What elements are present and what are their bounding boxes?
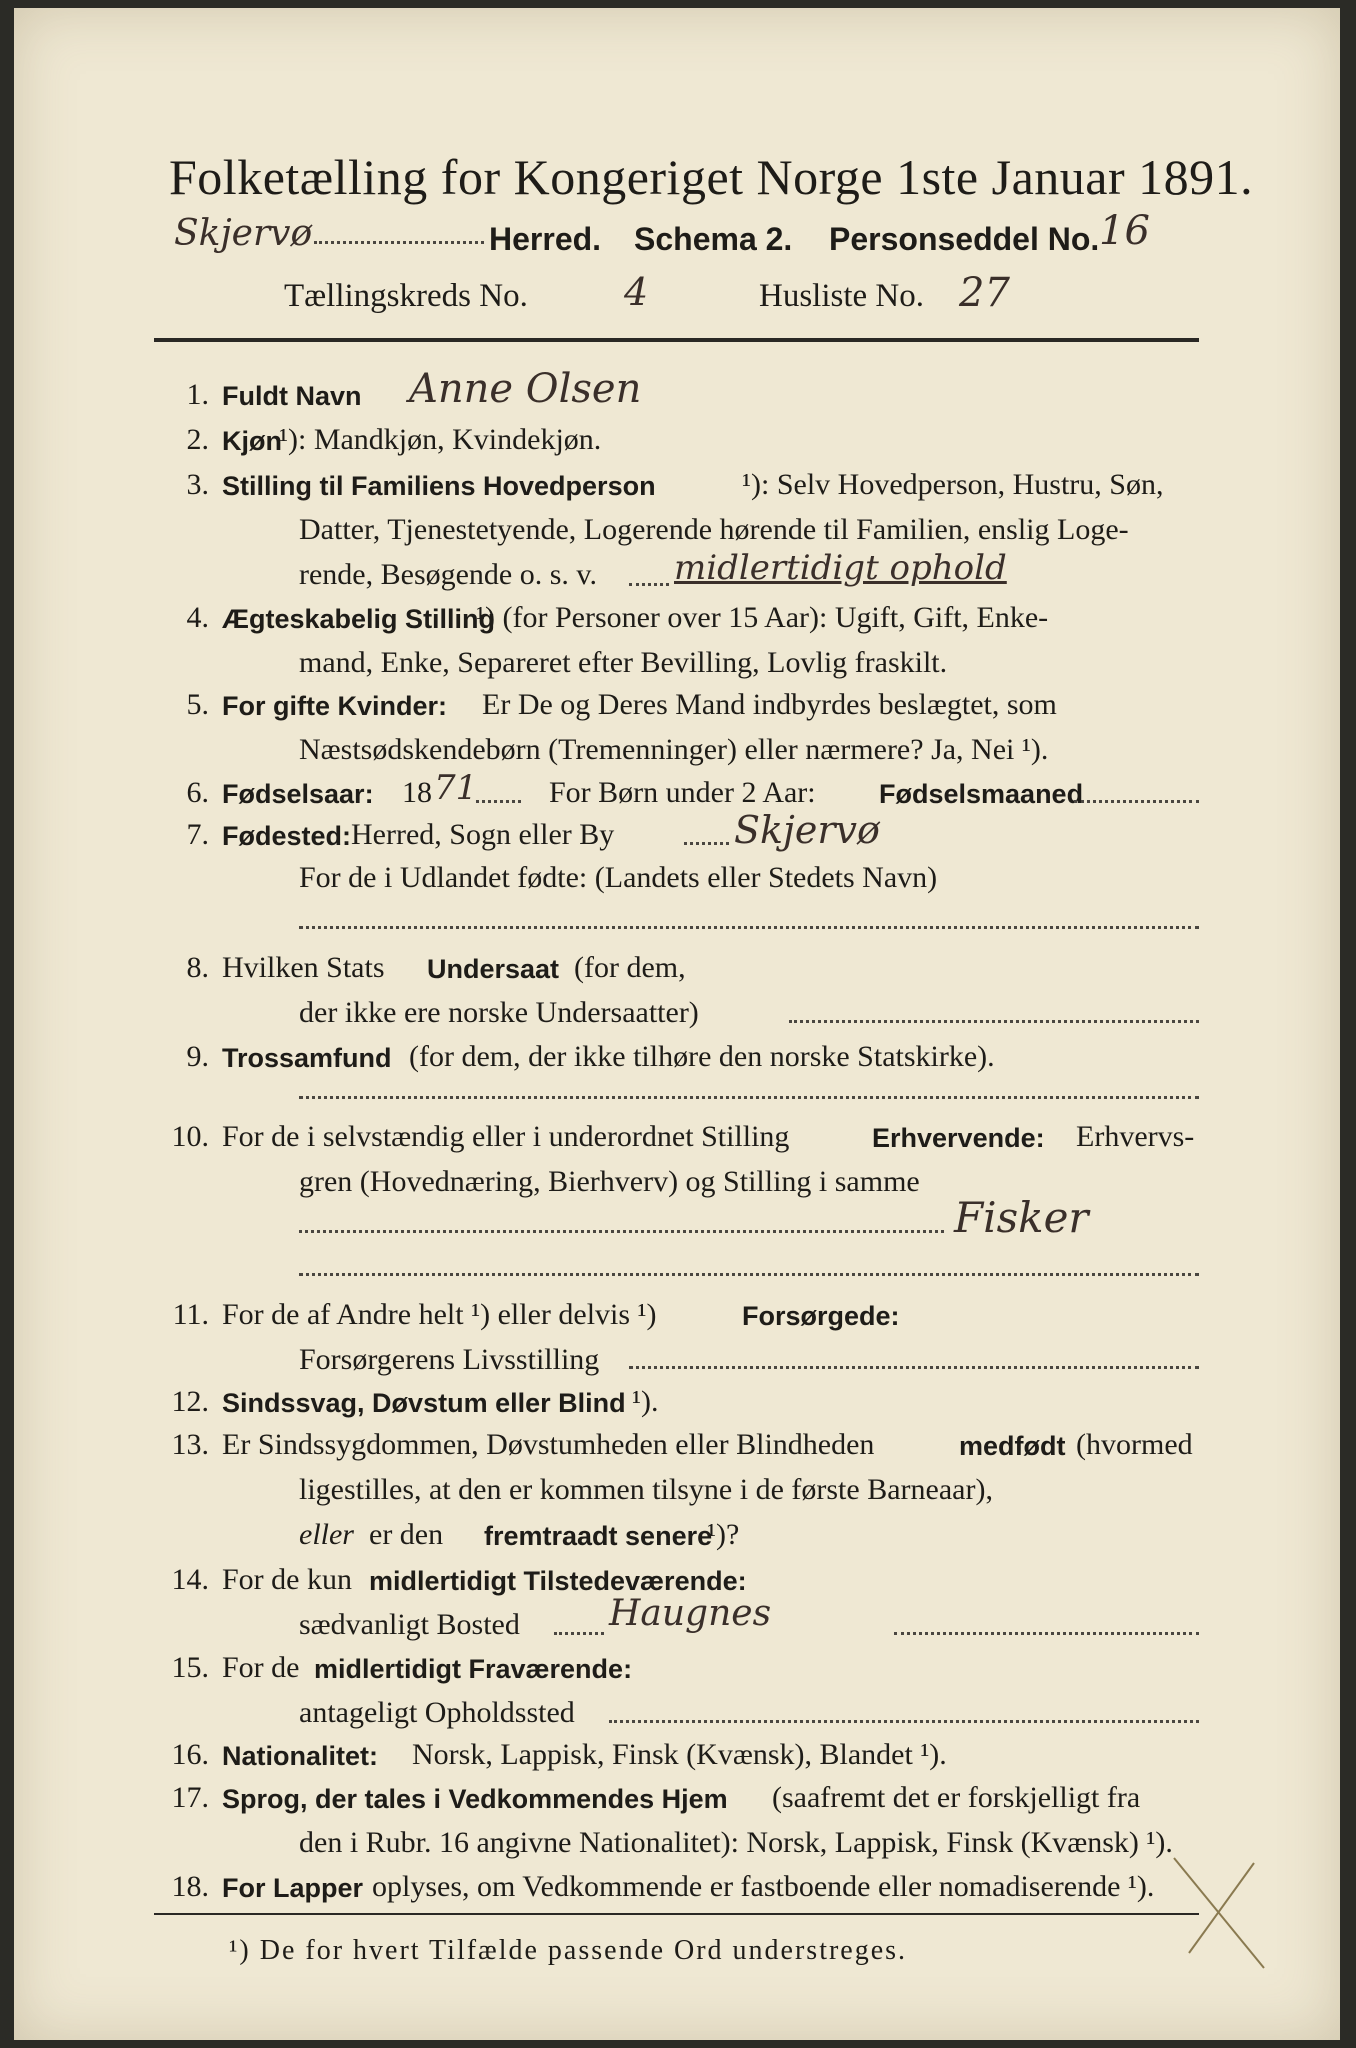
item-label: Stilling til Familiens Hovedperson bbox=[222, 471, 656, 501]
item-label: Trossamfund bbox=[222, 1043, 392, 1073]
item-label: Undersaat bbox=[427, 954, 560, 984]
item-text: ¹) (for Personer over 15 Aar): Ugift, Gift, Enke- bbox=[476, 601, 1049, 634]
item-text: eller bbox=[299, 1518, 354, 1551]
herred-value: Skjervø bbox=[174, 213, 313, 254]
item-label: Fødested: bbox=[222, 821, 352, 851]
occupation-value: Fisker bbox=[954, 1193, 1089, 1242]
footer-rule bbox=[154, 1913, 1199, 1915]
item-number: 14. bbox=[171, 1563, 209, 1596]
husliste-value: 27 bbox=[959, 270, 1010, 316]
item-text: Datter, Tjenestetyende, Logerende hørende til Familien, enslig Loge- bbox=[299, 513, 1129, 546]
item-text: ¹): Selv Hovedperson, Hustru, Søn, bbox=[742, 468, 1164, 501]
item-label: Sindssvag, Døvstum eller Blind bbox=[222, 1388, 626, 1418]
item-label: Fuldt Navn bbox=[222, 381, 362, 411]
dotted-line bbox=[629, 1366, 1199, 1369]
dotted-line bbox=[1074, 800, 1199, 803]
item-number: 16. bbox=[171, 1738, 209, 1771]
form-title: Folketælling for Kongeriget Norge 1ste Januar 1891. bbox=[169, 149, 1254, 205]
item-label: Fødselsaar: bbox=[222, 779, 374, 809]
item-number: 13. bbox=[171, 1428, 209, 1461]
item-text: mand, Enke, Separeret efter Bevilling, Lovlig fraskilt. bbox=[299, 646, 948, 679]
birthplace-value: Skjervø bbox=[734, 808, 880, 852]
item-text: gren (Hovednæring, Bierhverv) og Stilling i samme bbox=[299, 1165, 920, 1198]
birth-year-value: 71 bbox=[434, 768, 478, 808]
item-number: 7. bbox=[186, 818, 209, 851]
dotted-line bbox=[554, 1632, 604, 1635]
dotted-line bbox=[629, 583, 669, 586]
dotted-line bbox=[299, 926, 1199, 929]
personseddel-label: Personseddel No. bbox=[829, 221, 1100, 257]
husliste-label: Husliste No. bbox=[759, 278, 924, 314]
item-label: Forsørgede: bbox=[742, 1301, 900, 1331]
item-text: ¹)? bbox=[707, 1518, 740, 1551]
item-text: (for dem, bbox=[574, 951, 686, 984]
item-text: (saafremt det er forskjelligt fra bbox=[772, 1781, 1141, 1814]
dotted-line bbox=[299, 1230, 944, 1233]
item-number: 6. bbox=[186, 776, 209, 809]
item-text: Hvilken Stats bbox=[222, 951, 385, 984]
item-label: Ægteskabelig Stilling bbox=[222, 604, 496, 634]
item-text: For Børn under 2 Aar: bbox=[549, 776, 816, 809]
item-text: Norsk, Lappisk, Finsk (Kvænsk), Blandet ¹). bbox=[412, 1738, 947, 1771]
item-text: er den bbox=[369, 1518, 444, 1551]
item-text: den i Rubr. 16 angivne Nationalitet): Norsk, Lappisk, Finsk (Kvænsk) ¹). bbox=[299, 1826, 1173, 1859]
item-text: antageligt Opholdssted bbox=[299, 1696, 575, 1729]
birth-year-prefix: 18 bbox=[402, 776, 432, 809]
item-label: midlertidigt Fraværende: bbox=[314, 1654, 633, 1684]
dotted-line bbox=[684, 842, 729, 845]
item-text: der ikke ere norske Undersaatter) bbox=[299, 996, 699, 1029]
item-text: (hvormed bbox=[1076, 1428, 1193, 1461]
item-number: 5. bbox=[186, 688, 209, 721]
personseddel-value: 16 bbox=[1099, 208, 1150, 254]
dotted-line bbox=[894, 1632, 1199, 1635]
item-text: ¹): Mandkjøn, Kvindekjøn. bbox=[279, 423, 602, 456]
item-text: ¹). bbox=[632, 1385, 659, 1418]
position-value: midlertidigt ophold bbox=[674, 548, 1007, 588]
item-number: 17. bbox=[171, 1781, 209, 1814]
item-label: Erhvervende: bbox=[872, 1123, 1045, 1153]
item-text: ligestilles, at den er kommen tilsyne i de første Barneaar), bbox=[299, 1473, 993, 1506]
item-text: Herred, Sogn eller By bbox=[351, 818, 615, 851]
item-label: For Lapper bbox=[222, 1873, 364, 1903]
item-text: For de af Andre helt ¹) eller delvis ¹) bbox=[222, 1298, 657, 1331]
dotted-line bbox=[609, 1720, 1199, 1723]
item-label: For gifte Kvinder: bbox=[222, 691, 448, 721]
item-text: For de kun bbox=[222, 1563, 352, 1596]
item-label: medfødt bbox=[959, 1431, 1066, 1461]
pencil-mark-icon bbox=[1164, 1848, 1284, 1978]
herred-label: Herred. bbox=[489, 221, 602, 257]
kreds-value: 4 bbox=[624, 270, 649, 314]
item-label: fremtraadt senere bbox=[484, 1521, 713, 1551]
header-rule bbox=[154, 338, 1199, 342]
item-label: midlertidigt Tilstedeværende: bbox=[369, 1566, 747, 1596]
item-label: Kjøn bbox=[222, 426, 282, 456]
item-text: Er De og Deres Mand indbyrdes beslægtet, som bbox=[482, 688, 1057, 721]
item-text: Er Sindssygdommen, Døvstumheden eller Blindheden bbox=[222, 1428, 875, 1461]
item-text: Forsørgerens Livsstilling bbox=[299, 1343, 600, 1376]
dotted-line bbox=[476, 800, 521, 803]
item-number: 1. bbox=[186, 378, 209, 411]
item-text: Næstsødskendebørn (Tremenninger) eller nærmere? Ja, Nei ¹). bbox=[299, 733, 1049, 766]
item-number: 9. bbox=[186, 1040, 209, 1073]
item-number: 4. bbox=[186, 601, 209, 634]
item-text: oplyses, om Vedkommende er fastboende eller nomadiserende ¹). bbox=[372, 1870, 1155, 1903]
item-number: 18. bbox=[171, 1870, 209, 1903]
item-text: For de i Udlandet fødte: (Landets eller Stedets Navn) bbox=[299, 861, 938, 894]
item-number: 12. bbox=[171, 1385, 209, 1418]
full-name-value: Anne Olsen bbox=[409, 366, 642, 412]
item-label: Nationalitet: bbox=[222, 1741, 379, 1771]
item-number: 15. bbox=[171, 1651, 209, 1684]
item-text: rende, Besøgende o. s. v. bbox=[299, 558, 597, 591]
census-form bbox=[14, 8, 1340, 2040]
schema-label: Schema 2. bbox=[634, 221, 793, 257]
dotted-line bbox=[789, 1020, 1199, 1023]
item-text: For de bbox=[222, 1651, 300, 1684]
item-number: 2. bbox=[186, 423, 209, 456]
kreds-label: Tællingskreds No. bbox=[284, 278, 528, 314]
usual-residence-value: Haugnes bbox=[609, 1593, 772, 1634]
item-number: 3. bbox=[186, 468, 209, 501]
dotted-line bbox=[299, 1273, 1199, 1276]
item-label: Sprog, der tales i Vedkommendes Hjem bbox=[222, 1784, 728, 1814]
item-text: For de i selvstændig eller i underordnet Stilling bbox=[222, 1120, 790, 1153]
item-label: Fødselsmaaned bbox=[879, 779, 1084, 809]
footnote: ¹) De for hvert Tilfælde passende Ord understreges. bbox=[229, 1935, 908, 1966]
item-number: 11. bbox=[172, 1298, 209, 1331]
item-text: Erhvervs- bbox=[1076, 1120, 1195, 1153]
item-text: sædvanligt Bosted bbox=[299, 1608, 520, 1641]
dotted-line bbox=[314, 241, 484, 244]
item-text: (for dem, der ikke tilhøre den norske Statskirke). bbox=[409, 1040, 995, 1073]
item-number: 8. bbox=[186, 951, 209, 984]
item-number: 10. bbox=[171, 1120, 209, 1153]
dotted-line bbox=[299, 1096, 1199, 1099]
